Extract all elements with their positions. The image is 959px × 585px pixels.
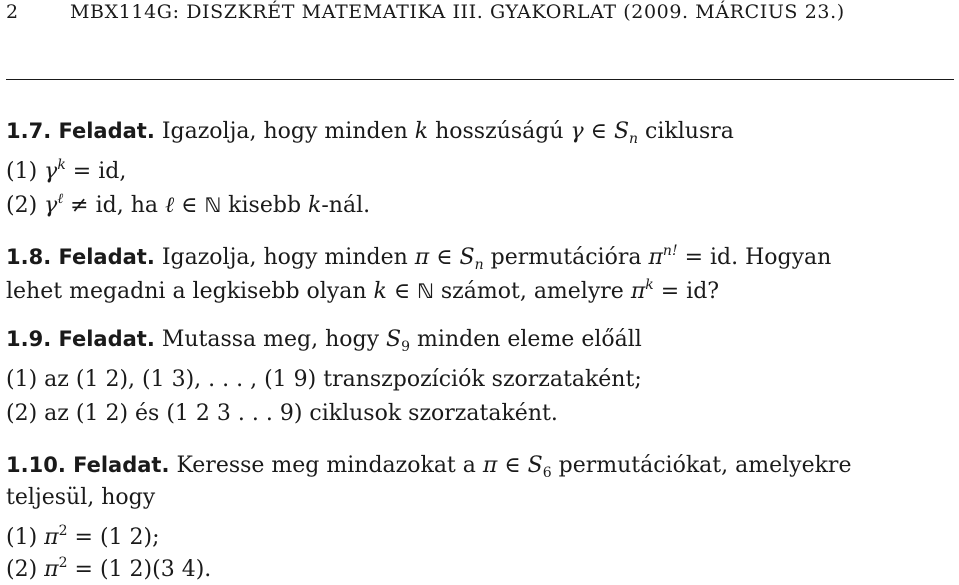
problem-1-7-item-1: (1) $\gamma^k$ = id,: [6, 157, 127, 184]
problem-1-10-statement-line-2: teljesül, hogy: [6, 485, 156, 510]
problem-label: 1.8. Feladat.: [6, 245, 155, 269]
problem-label: 1.9. Feladat.: [6, 327, 155, 351]
problem-1-7-statement: 1.7. Feladat. Igazolja, hogy minden k hosszúságú γ ∈ $S_n$ ciklusra: [6, 119, 734, 147]
problem-1-8-statement-line-2: lehet megadni a legkisebb olyan k ∈ ℕ számot, amelyre $\pi^k$ = id?: [6, 277, 720, 304]
problem-1-10-statement-line-1: 1.10. Feladat. Keresse meg mindazokat a π ∈ $S_6$ permutációkat, amelyekre: [6, 453, 852, 481]
problem-1-9-statement: 1.9. Feladat. Mutassa meg, hogy $S_9$ minden eleme előáll: [6, 327, 642, 355]
problem-1-10-item-1: (1) $\pi^2 = (1$ 2);: [6, 523, 160, 550]
page-number: 2: [6, 1, 19, 23]
running-title: MBX114G: DISZKRÉT MATEMATIKA III. GYAKORLAT (2009. MÁRCIUS 23.): [70, 1, 845, 23]
problem-1-8-statement-line-1: 1.8. Feladat. Igazolja, hogy minden π ∈ $S_n$ permutációra $\pi^{n!}$ = id. Hogyan: [6, 243, 832, 273]
problem-1-10-item-2: (2) $\pi^2 = (1$ 2)(3 4).: [6, 555, 212, 582]
problem-1-7-item-2: (2) $\gamma^\ell$ ≠ id, ha ℓ ∈ ℕ kisebb k-nál.: [6, 191, 371, 218]
header-rule: [6, 79, 954, 80]
problem-1-9-item-2: (2) az (1 2) és (1 2 3 . . . 9) ciklusok szorzataként.: [6, 401, 558, 426]
problem-1-9-item-1: (1) az (1 2), (1 3), . . . , (1 9) transzpozíciók szorzataként;: [6, 367, 642, 392]
running-header: [6, 1, 845, 23]
problem-label: 1.7. Feladat.: [6, 119, 155, 143]
problem-label: 1.10. Feladat.: [6, 453, 170, 477]
